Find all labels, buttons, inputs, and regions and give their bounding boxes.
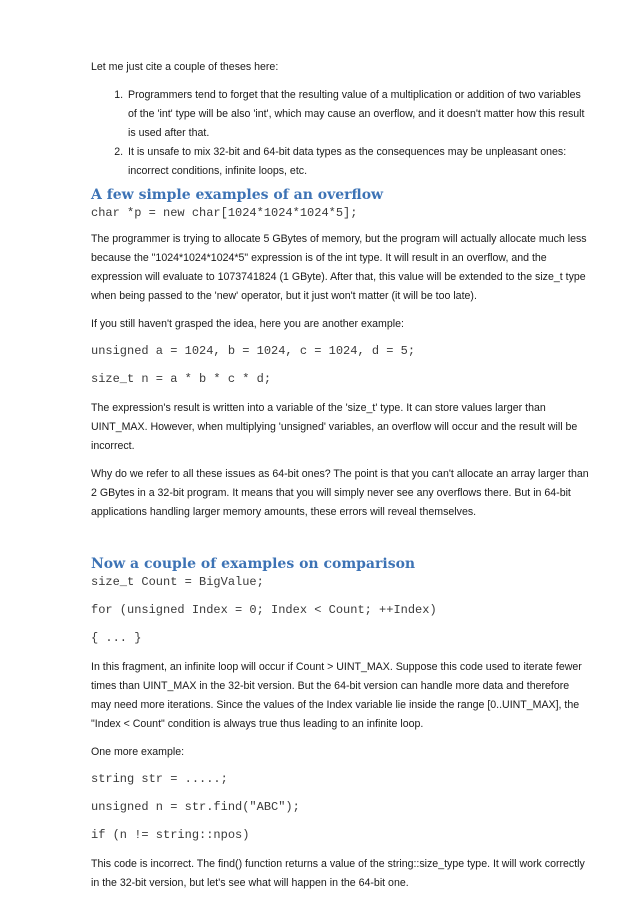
paragraph: If you still haven't grasped the idea, here you are another example: — [91, 318, 404, 330]
list-item: 2. It is unsafe to mix 32-bit and 64-bit data types as the consequences may be unpleasant ones: incorrect conditions, infinite loops, etc. — [126, 143, 591, 181]
code-line: size_t n = a * b * c * d; — [91, 372, 272, 386]
code-line: size_t Count = BigValue; — [91, 575, 264, 589]
paragraph: In this fragment, an infinite loop will occur if Count > UINT_MAX. Suppose this code used to iterate fewer times than UINT_MAX in the 32-bit version. But the 64-bit version can handle more data and therefore may need more iterations. Since the values of the Index variable lie inside the range [0..UINT_MAX], the "Index < Count" condition is always true thus leading to an infinite loop. — [91, 661, 582, 730]
theses-list — [91, 86, 591, 181]
code-line: unsigned a = 1024, b = 1024, c = 1024, d = 5; — [91, 344, 416, 358]
section-heading-comparison: Now a couple of examples on comparison — [91, 556, 416, 572]
code-line: char *p = new char[1024*1024*1024*5]; — [91, 206, 358, 220]
paragraph: The programmer is trying to allocate 5 GBytes of memory, but the program will actually allocate much less because the "1024*1024*1024*5" expression is of the int type. It will result in an overflow, and the expression will evaluate to 1073741824 (1 GByte). After that, this value will be extended to the size_t type when being passed to the 'new' operator, but it just won't matter (it will be too late). — [91, 233, 587, 302]
paragraph: One more example: — [91, 746, 185, 758]
paragraph: Why do we refer to all these issues as 64-bit ones? The point is that you can't allocate an array larger than 2 GBytes in a 32-bit program. It means that you will simply never see any overflows there. But in 64-bit applications handling larger memory amounts, these errors will reveal themselves. — [91, 468, 589, 518]
intro-paragraph: Let me just cite a couple of theses here: — [91, 61, 279, 73]
code-line: unsigned n = str.find("ABC"); — [91, 800, 300, 814]
document-page — [91, 58, 591, 902]
list-item: 1. Programmers tend to forget that the resulting value of a multiplication or addition of two variables of the 'int' type will be also 'int', which may cause an overflow, and it doesn't matter how this result is used after that. — [126, 86, 591, 143]
code-line: for (unsigned Index = 0; Index < Count; ++Index) — [91, 603, 437, 617]
section-spacer — [91, 531, 591, 554]
code-line: string str = .....; — [91, 772, 228, 786]
paragraph: This code is incorrect. The find() function returns a value of the string::size_type type. It will work correctly in the 32-bit version, but let's see what will happen in the 64-bit one. — [91, 858, 585, 889]
code-line: { ... } — [91, 631, 142, 645]
section-heading-overflow: A few simple examples of an overflow — [91, 187, 384, 203]
code-line: if (n != string::npos) — [91, 828, 250, 842]
paragraph: The expression's result is written into a variable of the 'size_t' type. It can store values larger than UINT_MAX. However, when multiplying 'unsigned' variables, an overflow will occur and the result will be incorrect. — [91, 402, 578, 452]
